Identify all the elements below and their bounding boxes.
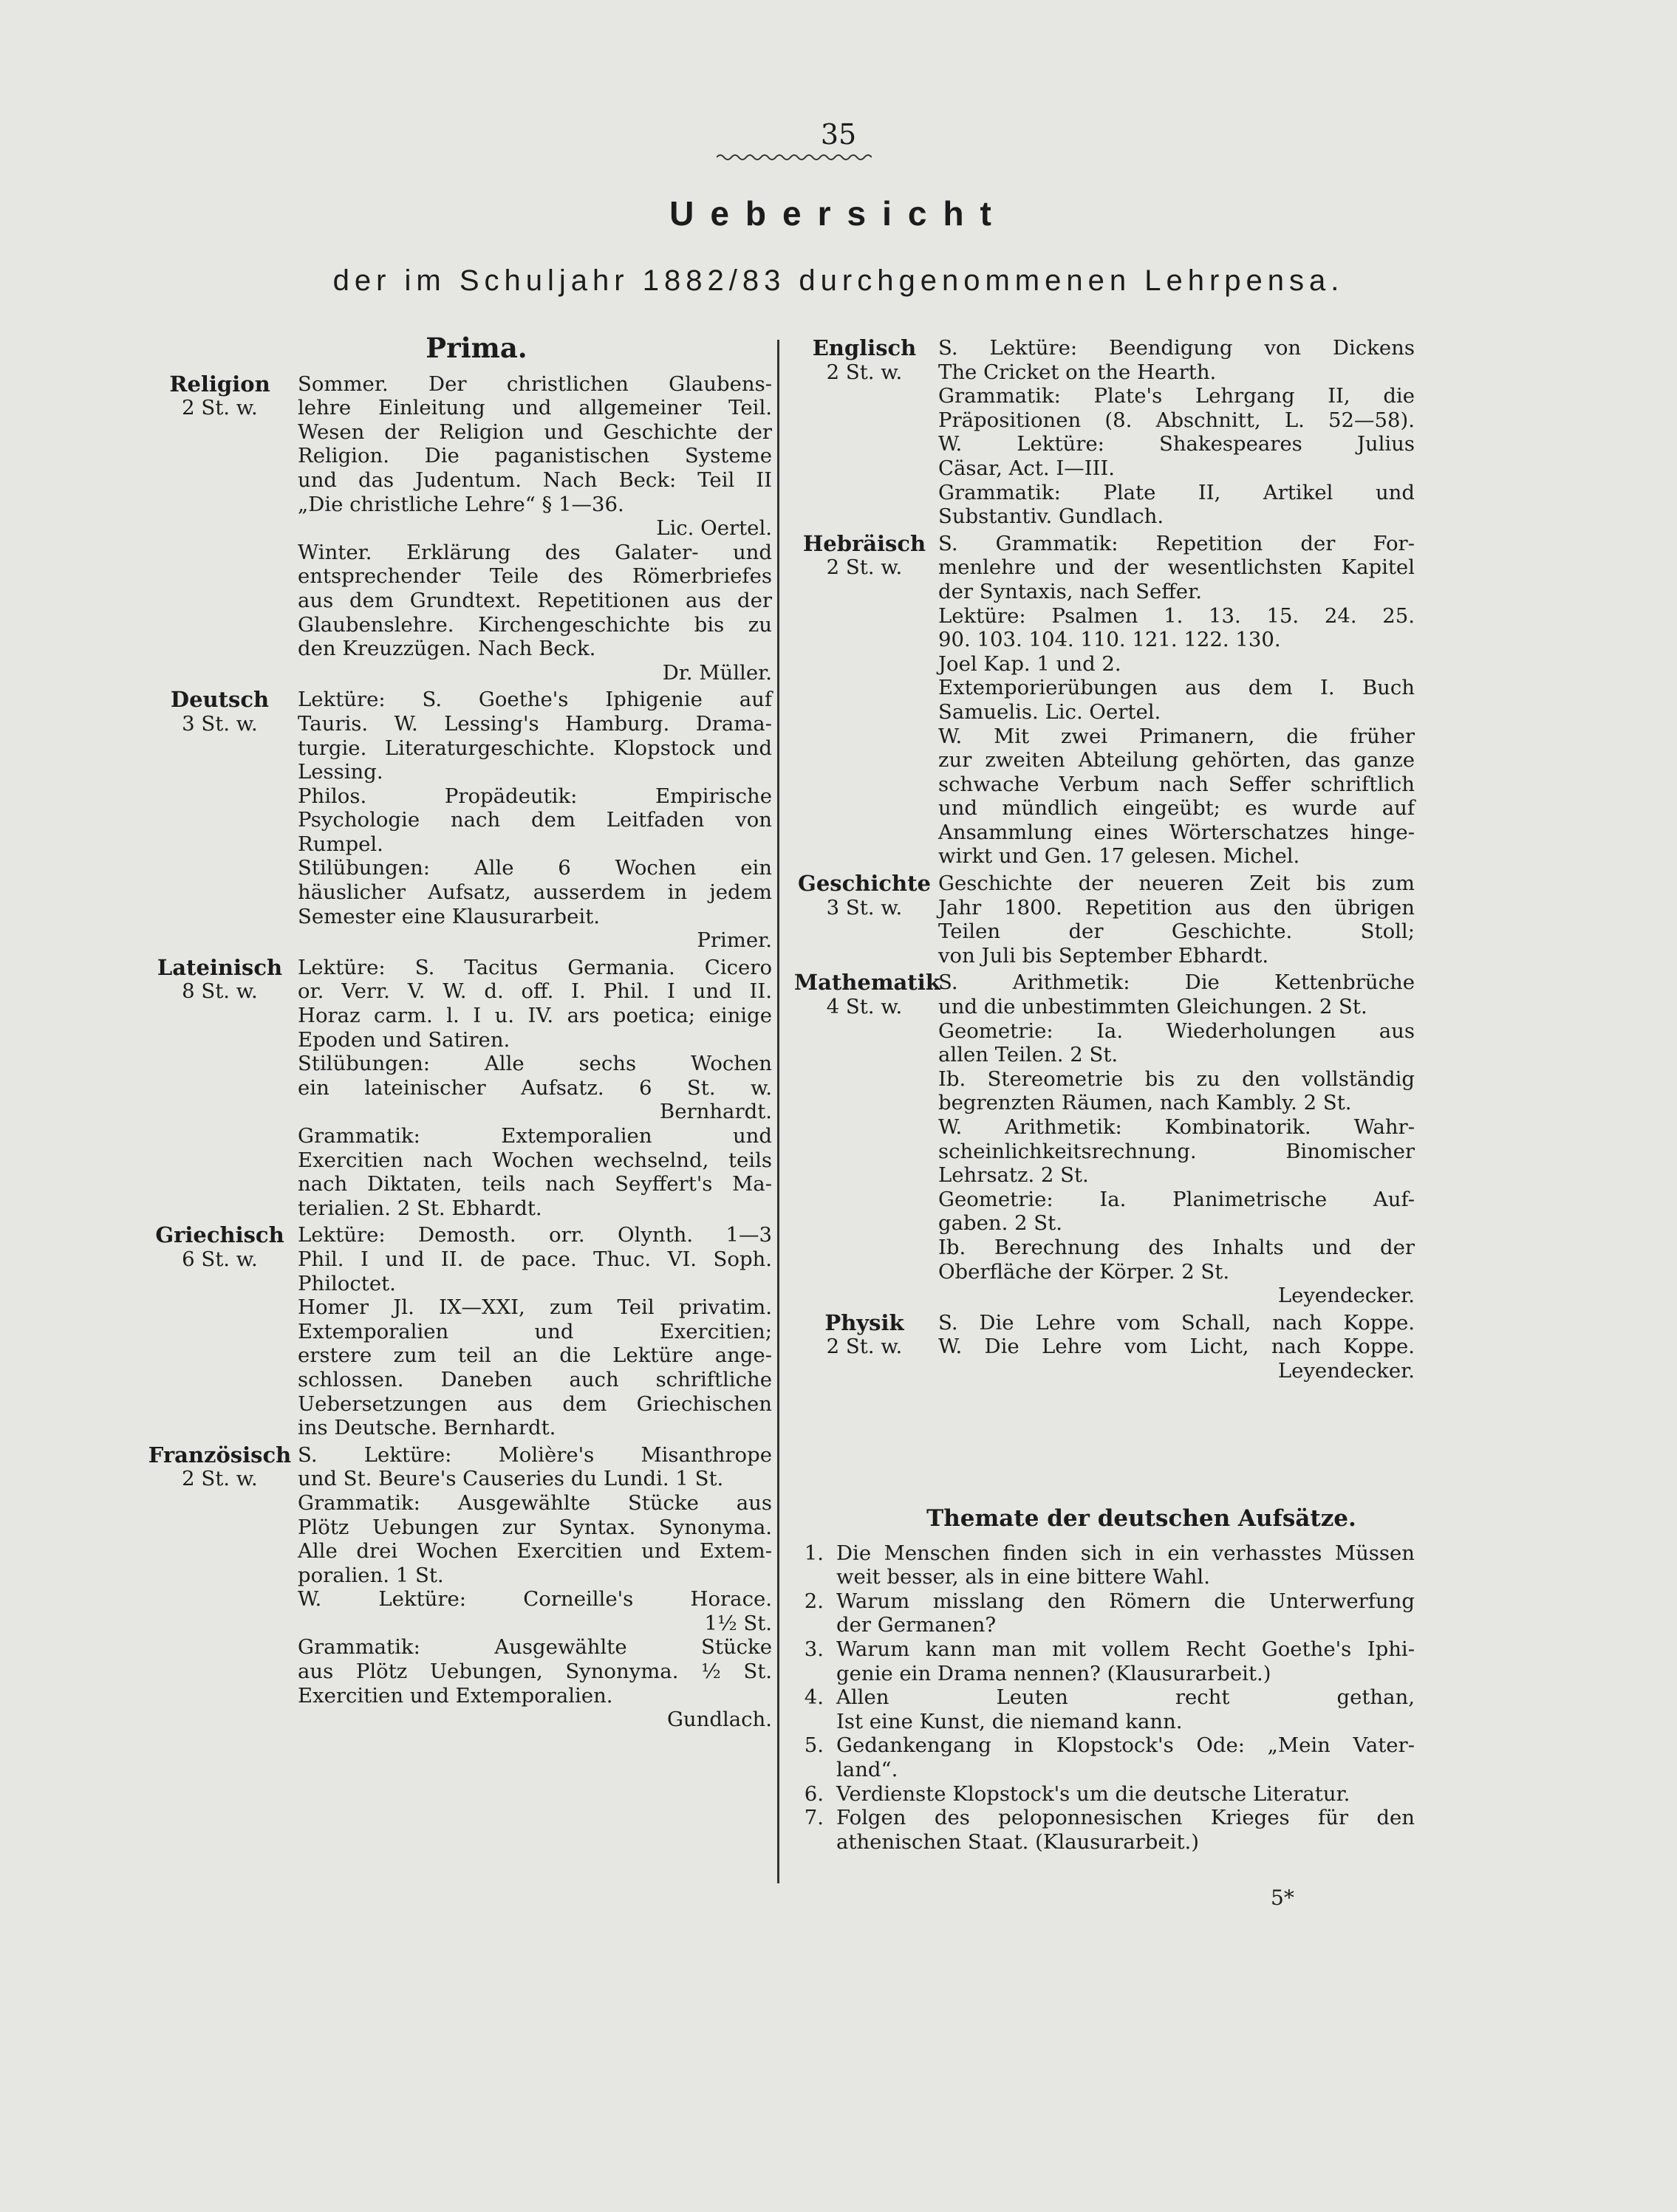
- text-line: Stilübungen: Alle sechs Wochen: [298, 1052, 772, 1076]
- subject-label: [794, 1311, 935, 1359]
- subject-label: [794, 970, 940, 1019]
- theme-line: genie ein Drama nennen? (Klausurarbeit.): [836, 1661, 1271, 1685]
- text-line: Exercitien und Extemporalien.: [298, 1683, 613, 1708]
- text-line: Geschichte der neueren Zeit bis zum: [938, 872, 1415, 896]
- text-line: Lektüre: S. Tacitus Germania. Cicero: [298, 955, 772, 979]
- text-line: Religion. Die paganistischen Systeme: [298, 444, 772, 468]
- text-line: S. Lektüre: Molière's Misanthrope: [298, 1442, 772, 1467]
- text-line: Sommer. Der christlichen Glaubens-: [298, 371, 772, 396]
- text-line: S. Grammatik: Repetition der For-: [938, 531, 1415, 555]
- text-line: scheinlichkeitsrechnung. Binomischer: [938, 1139, 1415, 1163]
- text-line: Lic. Oertel.: [656, 516, 772, 541]
- subject-section-geschichte: [794, 872, 1415, 968]
- text-line: und St. Beure's Causeries du Lundi. 1 St.: [298, 1467, 724, 1491]
- text-line: Extemporierübungen aus dem I. Buch: [938, 676, 1415, 700]
- subject-body: [298, 956, 772, 1221]
- theme-item: [794, 1806, 1415, 1854]
- text-line: Psychologie nach dem Leitfaden von: [298, 808, 772, 832]
- text-line: W. Die Lehre vom Licht, nach Koppe.: [938, 1335, 1415, 1359]
- text-line: aus Plötz Uebungen, Synonyma. ½ St.: [298, 1660, 772, 1684]
- text-line: Homer Jl. IX—XXI, zum Teil privatim.: [298, 1295, 772, 1320]
- text-line: Ansammlung eines Wörterschatzes hinge-: [938, 820, 1415, 844]
- essay-themes: [794, 1507, 1415, 1854]
- theme-number: 2.: [804, 1589, 824, 1613]
- text-line: ein lateinischer Aufsatz. 6 St. w.: [298, 1075, 772, 1100]
- subject-section-lateinisch: [144, 956, 772, 1221]
- text-line: Wesen der Religion und Geschichte der: [298, 420, 772, 444]
- subject-name: Physik: [824, 1309, 904, 1335]
- theme-line: Warum misslang den Römern die Unterwerfung: [836, 1589, 1415, 1613]
- subject-label: [144, 372, 296, 420]
- subject-section-hebräisch: [794, 532, 1415, 869]
- subject-label: [794, 872, 935, 920]
- text-line: Joel Kap. 1 und 2.: [938, 651, 1121, 676]
- text-line: Grammatik: Plate II, Artikel und: [938, 480, 1415, 504]
- signature-mark: 5*: [1271, 1886, 1294, 1910]
- subject-hours: 3 St. w.: [826, 895, 903, 920]
- text-line: Epoden und Satiren.: [298, 1027, 510, 1052]
- subject-body: [298, 688, 772, 953]
- text-line: Primer.: [697, 928, 772, 953]
- theme-line: athenischen Staat. (Klausurarbeit.): [836, 1829, 1199, 1854]
- text-line: Oberfläche der Körper. 2 St.: [938, 1259, 1230, 1284]
- subject-name: Französisch: [148, 1442, 292, 1468]
- subject-body: [298, 1223, 772, 1439]
- subject-label: [794, 336, 935, 384]
- text-line: allen Teilen. 2 St.: [938, 1043, 1118, 1067]
- text-line: gaben. 2 St.: [938, 1211, 1062, 1236]
- subject-body: [938, 336, 1415, 529]
- text-line: 1½ St.: [704, 1611, 772, 1635]
- subject-label: [144, 1443, 296, 1491]
- text-line: Lektüre: Psalmen 1. 13. 15. 24. 25.: [938, 603, 1415, 628]
- theme-line: Ist eine Kunst, die niemand kann.: [836, 1709, 1183, 1733]
- subject-section-griechisch: [144, 1223, 772, 1439]
- subject-name: Mathematik: [794, 970, 940, 996]
- theme-number: 4.: [804, 1685, 824, 1710]
- theme-line: land“.: [836, 1757, 898, 1781]
- subject-section-französisch: [144, 1443, 772, 1732]
- text-line: Philoctet.: [298, 1271, 396, 1295]
- theme-number: 5.: [804, 1733, 824, 1758]
- text-line: Grammatik: Plate's Lehrgang II, die: [938, 384, 1415, 408]
- text-line: „Die christliche Lehre“ § 1—36.: [298, 492, 624, 516]
- subject-hours: 3 St. w.: [182, 711, 258, 736]
- theme-item: [794, 1685, 1415, 1733]
- subject-label: [144, 1223, 296, 1271]
- text-line: Horaz carm. l. I u. IV. ars poetica; einige: [298, 1004, 772, 1028]
- subject-name: Deutsch: [170, 687, 270, 713]
- text-line: The Cricket on the Hearth.: [938, 360, 1217, 384]
- subject-name: Griechisch: [155, 1222, 284, 1248]
- subject-body: [938, 532, 1415, 869]
- text-line: Grammatik: Ausgewählte Stücke aus: [298, 1490, 772, 1515]
- text-line: Lessing.: [298, 760, 383, 784]
- theme-line: Verdienste Klopstock's um die deutsche Literatur.: [836, 1781, 1350, 1806]
- text-line: erstere zum teil an die Lektüre ange-: [298, 1343, 772, 1368]
- theme-line: Gedankengang in Klopstock's Ode: „Mein Vater-: [836, 1733, 1415, 1758]
- text-line: terialien. 2 St. Ebhardt.: [298, 1196, 542, 1220]
- left-column: [144, 332, 772, 1735]
- theme-number: 1.: [804, 1541, 824, 1565]
- wavy-rule: [717, 153, 872, 162]
- text-line: Lektüre: S. Goethe's Iphigenie auf: [298, 688, 772, 712]
- subject-label: [144, 688, 296, 736]
- text-line: häuslicher Aufsatz, ausserdem in jedem: [298, 880, 772, 905]
- text-line: und mündlich eingeübt; es wurde auf: [938, 796, 1415, 821]
- text-line: W. Mit zwei Primanern, die früher: [938, 724, 1415, 748]
- text-line: Exercitien nach Wochen wechselnd, teils: [298, 1148, 772, 1172]
- text-line: und die unbestimmten Gleichungen. 2 St.: [938, 995, 1367, 1019]
- subject-name: Geschichte: [798, 871, 931, 897]
- subject-body: [938, 970, 1415, 1307]
- text-line: Dr. Müller.: [662, 660, 772, 685]
- theme-item: [794, 1782, 1415, 1807]
- subject-section-religion: [144, 372, 772, 685]
- theme-number: 3.: [804, 1637, 824, 1661]
- text-line: Teilen der Geschichte. Stoll;: [938, 920, 1415, 944]
- text-line: Glaubenslehre. Kirchengeschichte bis zu: [298, 612, 772, 637]
- subject-body: [298, 372, 772, 685]
- text-line: Stilübungen: Alle 6 Wochen ein: [298, 856, 772, 880]
- text-line: Uebersetzungen aus dem Griechischen: [298, 1391, 772, 1416]
- text-line: Philos. Propädeutik: Empirische: [298, 784, 772, 808]
- text-line: schwache Verbum nach Seffer schriftlich: [938, 772, 1415, 796]
- subject-label: [144, 956, 296, 1004]
- subject-name: Religion: [169, 371, 270, 397]
- subject-hours: 2 St. w.: [826, 1335, 903, 1359]
- theme-number: 6.: [804, 1781, 824, 1806]
- subject-section-physik: [794, 1311, 1415, 1383]
- text-line: 90. 103. 104. 110. 121. 122. 130.: [938, 628, 1281, 652]
- text-line: S. Die Lehre vom Schall, nach Koppe.: [938, 1310, 1415, 1335]
- subject-hours: 2 St. w.: [182, 396, 258, 420]
- text-line: Geometrie: Ia. Planimetrische Auf-: [938, 1187, 1415, 1211]
- theme-line: weit besser, als in eine bittere Wahl.: [836, 1565, 1210, 1589]
- left-sections: [144, 372, 772, 1732]
- text-line: Tauris. W. Lessing's Hamburg. Drama-: [298, 711, 772, 736]
- text-line: zur zweiten Abteilung gehörten, das ganze: [938, 748, 1415, 773]
- text-line: ins Deutsche. Bernhardt.: [298, 1416, 556, 1440]
- subject-hours: 2 St. w.: [826, 555, 903, 580]
- text-line: Präpositionen (8. Abschnitt, L. 52—58).: [938, 408, 1415, 432]
- subject-hours: 2 St. w.: [182, 1467, 258, 1491]
- text-line: Substantiv. Gundlach.: [938, 504, 1164, 529]
- text-line: or. Verr. V. W. d. off. I. Phil. I und II.: [298, 979, 772, 1004]
- subject-hours: 6 St. w.: [182, 1247, 258, 1271]
- text-line: Leyendecker.: [1277, 1284, 1415, 1308]
- text-line: Gundlach.: [666, 1708, 772, 1732]
- subject-hours: 2 St. w.: [826, 360, 903, 384]
- text-line: Phil. I und II. de pace. Thuc. VI. Soph.: [298, 1247, 772, 1271]
- text-line: Plötz Uebungen zur Syntax. Synonyma.: [298, 1515, 772, 1539]
- subject-body: [938, 872, 1415, 968]
- text-line: Geometrie: Ia. Wiederholungen aus: [938, 1018, 1415, 1043]
- theme-line: Allen Leuten recht gethan,: [836, 1685, 1415, 1710]
- text-line: Lehrsatz. 2 St.: [938, 1163, 1089, 1188]
- text-line: Cäsar, Act. I—III.: [938, 456, 1116, 480]
- column-divider: [777, 340, 779, 1883]
- page-number: 35: [820, 118, 857, 151]
- page-subtitle: der im Schuljahr 1882/83 durchgenommenen Lehrpensa.: [332, 264, 1345, 297]
- theme-item: [794, 1637, 1415, 1685]
- text-line: wirkt und Gen. 17 gelesen. Michel.: [938, 844, 1300, 869]
- subject-name: Hebräisch: [802, 530, 926, 556]
- subject-name: Lateinisch: [157, 954, 283, 980]
- theme-number: 7.: [804, 1806, 824, 1830]
- text-line: menlehre und der wesentlichsten Kapitel: [938, 555, 1415, 580]
- subject-hours: 8 St. w.: [182, 979, 258, 1004]
- text-line: aus dem Grundtext. Repetitionen aus der: [298, 588, 772, 612]
- text-line: Leyendecker.: [1277, 1358, 1415, 1383]
- text-line: der Syntaxis, nach Seffer.: [938, 579, 1202, 603]
- text-line: nach Diktaten, teils nach Seyffert's Ma-: [298, 1172, 772, 1196]
- subject-body: [938, 1311, 1415, 1383]
- text-line: Alle drei Wochen Exercitien und Extem-: [298, 1539, 772, 1564]
- text-line: Grammatik: Extemporalien und: [298, 1124, 772, 1148]
- page-title: Uebersicht: [669, 194, 1008, 233]
- themes-title: Themate der deutschen Aufsätze.: [926, 1505, 1356, 1532]
- theme-line: Folgen des peloponnesischen Krieges für den: [836, 1806, 1415, 1830]
- text-line: lehre Einleitung und allgemeiner Teil.: [298, 396, 772, 420]
- theme-line: der Germanen?: [836, 1613, 997, 1637]
- text-line: den Kreuzzügen. Nach Beck.: [298, 637, 596, 661]
- theme-line: Die Menschen finden sich in ein verhasstes Müssen: [836, 1541, 1415, 1565]
- text-line: Grammatik: Ausgewählte Stücke: [298, 1635, 772, 1660]
- text-line: Rumpel.: [298, 832, 383, 856]
- text-line: Lektüre: Demosth. orr. Olynth. 1—3: [298, 1223, 772, 1247]
- text-line: S. Lektüre: Beendigung von Dickens: [938, 336, 1415, 360]
- class-heading: Prima.: [426, 332, 527, 364]
- subject-hours: 4 St. w.: [826, 995, 903, 1019]
- right-sections: [794, 336, 1415, 1383]
- theme-line: Warum kann man mit vollem Recht Goethe's Iphi-: [836, 1637, 1415, 1661]
- right-column: [794, 336, 1415, 1386]
- text-line: W. Lektüre: Shakespeares Julius: [938, 432, 1415, 456]
- text-line: schlossen. Daneben auch schriftliche: [298, 1367, 772, 1391]
- text-line: Ib. Stereometrie bis zu den vollständig: [938, 1066, 1415, 1091]
- subject-section-englisch: [794, 336, 1415, 529]
- text-line: Winter. Erklärung des Galater- und: [298, 540, 772, 564]
- theme-item: [794, 1589, 1415, 1637]
- text-line: W. Arithmetik: Kombinatorik. Wahr-: [938, 1115, 1415, 1139]
- subject-name: Englisch: [812, 335, 917, 360]
- text-line: entsprechender Teile des Römerbriefes: [298, 564, 772, 589]
- text-line: Jahr 1800. Repetition aus den übrigen: [938, 895, 1415, 920]
- subject-section-deutsch: [144, 688, 772, 953]
- text-line: Extemporalien und Exercitien;: [298, 1319, 772, 1343]
- theme-item: [794, 1541, 1415, 1589]
- text-line: begrenzten Räumen, nach Kambly. 2 St.: [938, 1091, 1352, 1115]
- text-line: S. Arithmetik: Die Kettenbrüche: [938, 970, 1415, 995]
- text-line: und das Judentum. Nach Beck: Teil II: [298, 468, 772, 492]
- themes-list: [794, 1541, 1415, 1855]
- text-line: Semester eine Klausurarbeit.: [298, 904, 601, 928]
- text-line: poralien. 1 St.: [298, 1563, 444, 1587]
- text-line: von Juli bis September Ebhardt.: [938, 943, 1269, 968]
- text-line: Samuelis. Lic. Oertel.: [938, 699, 1161, 724]
- subject-section-mathematik: [794, 970, 1415, 1307]
- theme-item: [794, 1733, 1415, 1781]
- text-line: Bernhardt.: [660, 1100, 772, 1124]
- text-line: W. Lektüre: Corneille's Horace.: [298, 1587, 772, 1612]
- text-line: turgie. Literaturgeschichte. Klopstock und: [298, 736, 772, 760]
- text-line: Ib. Berechnung des Inhalts und der: [938, 1235, 1415, 1259]
- subject-label: [794, 532, 935, 580]
- subject-body: [298, 1443, 772, 1732]
